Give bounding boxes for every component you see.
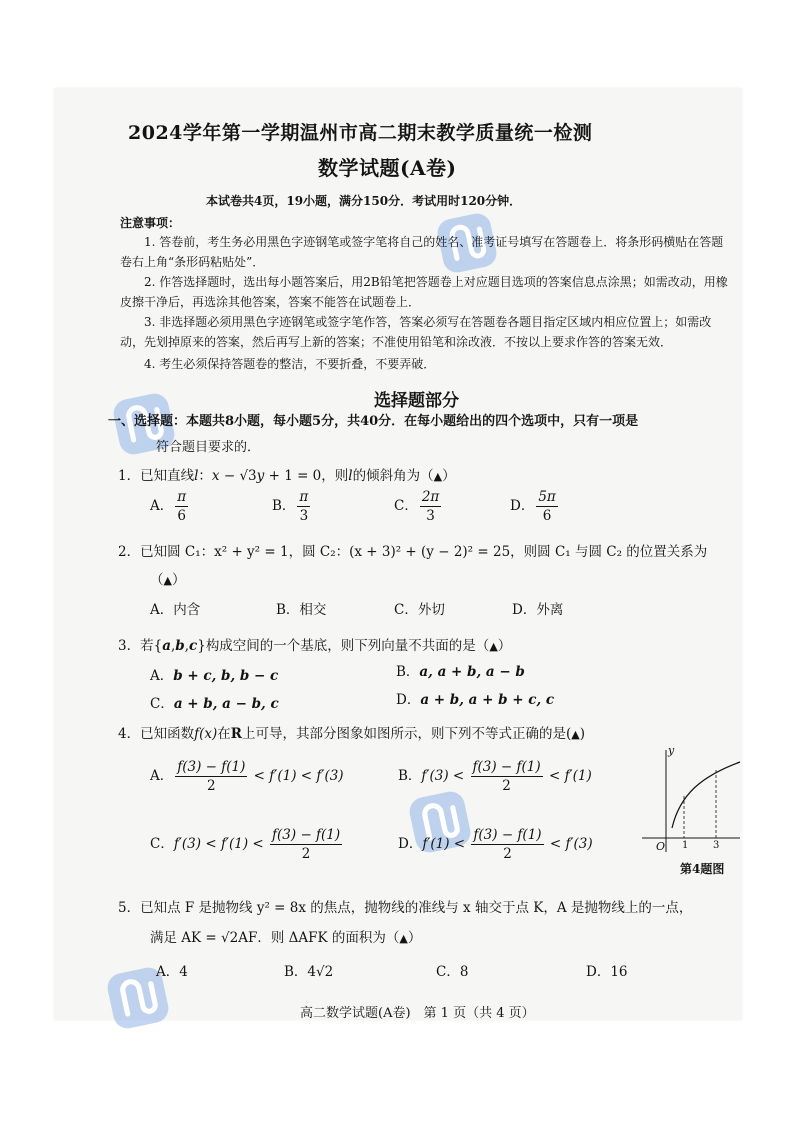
less-than: <: [448, 768, 469, 784]
option-label: D．: [398, 836, 423, 852]
question-number: 2．: [118, 544, 141, 560]
fraction-numerator: f(3) − f(1): [177, 759, 246, 775]
question-stem: 已知圆 C₁：x² + y² = 1，圆 C₂：(x + 3)² + (y − 2)² = 25，则圆 C₁ 与圆 C₂ 的位置关系为: [140, 544, 708, 560]
page-subtitle: 数学试题(A卷): [318, 156, 457, 180]
fraction-numerator: f(3) − f(1): [473, 827, 542, 843]
option-expression: a, a + b, a − b: [419, 664, 525, 680]
q4-option-d: [398, 826, 593, 863]
option-expression: a + b, a + b + c, c: [420, 692, 555, 708]
section-intro: 一、选择题：本题共8小题，每小题5分，共40分．在每小题给出的四个选项中，只有一项是: [108, 414, 639, 429]
derivative-3: f′(3): [173, 836, 202, 852]
fraction: [175, 758, 247, 795]
option-label: A．: [150, 768, 174, 784]
answer-triangle-icon: ▲: [163, 574, 172, 587]
option-label: C．: [150, 696, 174, 712]
question-3: [118, 634, 511, 654]
q4-graph-figure: [642, 744, 742, 854]
q1-option-c: [394, 488, 443, 525]
option-label: B．: [398, 768, 422, 784]
blank-open: （: [150, 572, 164, 588]
question-5-line2: [150, 926, 421, 946]
graph-origin-label: O: [656, 840, 666, 853]
q2-option-b: B．相交: [276, 602, 327, 618]
q1-eq-root: √3: [239, 468, 257, 484]
less-than: <: [449, 836, 470, 852]
less-than: <: [544, 768, 565, 784]
question-number: 3．: [118, 638, 141, 654]
figure-caption: 第4题图: [680, 862, 725, 876]
option-label: C．: [150, 836, 174, 852]
exam-info: 本试卷共4页，19小题，满分150分．考试用时120分钟．: [206, 194, 522, 208]
q2-option-a: A．内含: [150, 602, 201, 618]
answer-triangle-icon: ▲: [399, 932, 408, 945]
q3-stem-text: 构成空间的一个基底，则下列向量不共面的是（: [205, 638, 490, 654]
graph-tick-3: 3: [713, 840, 720, 851]
q3-comma: ,: [184, 638, 189, 654]
q1-stem-text: 的倾斜角为（: [352, 468, 434, 484]
fraction: [270, 826, 342, 863]
fraction-numerator: f(3) − f(1): [272, 827, 341, 843]
fraction: [297, 488, 310, 525]
blank-close: ）: [171, 572, 186, 588]
q3-brace-open: {: [153, 638, 163, 654]
q5-close: ）: [407, 930, 422, 946]
q1-eq-y: y: [256, 468, 265, 484]
question-stem: 已知点 F 是抛物线 y² = 8x 的焦点，抛物线的准线与 x 轴交于点 K，A 是抛物线上的一点，: [140, 900, 693, 916]
graph-tick-1: 1: [682, 840, 689, 851]
fraction-numerator: 2π: [421, 489, 440, 505]
question-stem: 满足 AK = √2AF．则 ΔAFK 的面积为（: [150, 930, 400, 946]
q3-brace-close: }: [197, 638, 206, 654]
q1-line-l: l: [348, 468, 353, 484]
q4-fx: f(x): [194, 726, 218, 742]
q5-option-d: D．16: [586, 964, 628, 980]
fraction-denominator: 2: [301, 846, 311, 862]
q3-vector-a: a: [162, 638, 171, 654]
q1-eq-x: x: [211, 468, 220, 484]
q1-stem-text: 已知直线: [140, 468, 195, 484]
option-label: B．: [396, 664, 420, 680]
q3-option-b: [396, 660, 525, 680]
fraction-numerator: π: [177, 489, 187, 505]
question-4: [118, 722, 585, 742]
q3-option-a: [150, 664, 278, 684]
derivative-1: f′(1): [269, 768, 297, 784]
notice-item: 1. 答卷前，考生务必用黑色字迹钢笔或签字笔将自己的姓名、准考证号填写在答题卷上．将条形码横贴在答题卷右上角“条形码粘贴处”．: [120, 235, 724, 269]
page-footer: 高二数学试题(A卷) 第 1 页（共 4 页）: [300, 1006, 535, 1021]
option-label: A．: [150, 668, 174, 684]
option-label: D．: [510, 498, 535, 514]
graph-y-label: y: [668, 744, 675, 757]
question-number: 5．: [118, 900, 141, 916]
q1-option-a: [150, 488, 190, 525]
q3-option-d: [396, 688, 554, 708]
derivative-3: f′(3): [565, 836, 593, 852]
fraction-denominator: 3: [426, 508, 435, 524]
derivative-1: f′(1): [422, 836, 450, 852]
derivative-1: f′(1): [220, 836, 249, 852]
fraction: [536, 488, 557, 525]
less-than: <: [545, 836, 566, 852]
section-intro: 符合题目要求的．: [156, 440, 261, 455]
answer-blank: [150, 568, 185, 588]
q3-vector-b: b: [175, 638, 185, 654]
answer-triangle-icon: ▲: [489, 640, 498, 653]
less-than: <: [249, 768, 270, 784]
fraction: [420, 488, 441, 525]
option-expression: a + b, a − b, c: [173, 696, 279, 712]
q5-option-a: A．4: [156, 964, 188, 980]
option-label: A．: [150, 498, 174, 514]
notice-item: 3. 非选择题必须用黑色字迹钢笔或签字笔作答，答案必须写在答题卷各题目指定区域内相应位置上；如需改动，先划掉原来的答案，然后再写上新的答案；不准使用铅笔和涂改液．不按以上要求作答的答案无效．: [120, 315, 712, 349]
function-curve: [672, 762, 740, 828]
derivative-3: f′(3): [421, 768, 449, 784]
less-than: <: [201, 836, 221, 852]
derivative-3: f′(3): [316, 768, 344, 784]
less-than: <: [296, 768, 317, 784]
notice-item: 4. 考生必须保持答题卷的整洁，不要折叠，不要弄破．: [144, 357, 436, 371]
q1-colon: ：: [198, 468, 212, 484]
q1-close: ）: [442, 468, 456, 484]
q1-eq-minus: −: [219, 468, 240, 484]
derivative-1: f′(1): [564, 768, 592, 784]
notice-heading: 注意事项：: [120, 216, 181, 230]
q4-real-set: R: [230, 726, 242, 742]
q4-option-a: [150, 758, 344, 795]
notice-item: 2. 作答选择题时，选出每小题答案后，用2B铅笔把答题卷上对应题目选项的答案信息点涂黑；如需改动，用橡皮擦干净后，再选涂其他答案，答案不能答在试题卷上．: [120, 275, 728, 309]
q3-option-c: [150, 692, 279, 712]
option-expression: b + c, b, b − c: [173, 668, 279, 684]
fraction-denominator: 3: [299, 508, 309, 524]
fraction-numerator: f(3) − f(1): [472, 759, 541, 775]
fraction: [471, 758, 543, 795]
fraction-denominator: 2: [207, 778, 216, 794]
q5-option-b: B．4√2: [284, 964, 334, 980]
q3-close: ）: [497, 638, 512, 654]
fraction-denominator: 6: [542, 508, 552, 524]
fraction-numerator: 5π: [538, 489, 556, 505]
question-1: [118, 464, 456, 484]
question-2: [118, 540, 707, 560]
fraction-denominator: 2: [503, 846, 512, 862]
q4-stem-text: 在: [217, 726, 231, 742]
option-label: C．: [394, 498, 418, 514]
q2-option-d: D．外离: [512, 602, 564, 618]
q1-line-l: l: [194, 468, 199, 484]
q1-option-b: [272, 488, 312, 525]
q1-eq-rest: + 1 = 0: [264, 468, 322, 484]
q1-option-d: [510, 488, 560, 525]
fraction-numerator: π: [299, 489, 309, 505]
q3-basis-set: [154, 638, 206, 654]
option-label: D．: [396, 692, 421, 708]
q3-comma: ,: [170, 638, 176, 654]
question-number: 4．: [118, 726, 141, 742]
fraction-denominator: 6: [177, 508, 186, 524]
answer-triangle-icon: ▲: [571, 728, 580, 741]
q4-close: ): [579, 726, 586, 742]
option-label: B．: [272, 498, 296, 514]
fraction-denominator: 2: [502, 778, 511, 794]
answer-triangle-icon: ▲: [433, 470, 443, 483]
q5-option-c: C．8: [436, 964, 469, 980]
fraction: [471, 826, 543, 863]
page-title: 2024学年第一学期温州市高二期末教学质量统一检测: [128, 122, 593, 144]
q4-stem-text: 已知函数: [140, 726, 195, 742]
q4-option-b: [398, 758, 592, 795]
question-5: [118, 896, 692, 916]
q4-option-c: [150, 826, 344, 863]
question-number: 1．: [118, 468, 141, 484]
less-than: <: [248, 836, 269, 852]
q2-option-c: C．外切: [394, 602, 445, 618]
fraction: [175, 488, 188, 525]
section-title: 选择题部分: [374, 391, 459, 411]
q1-stem-text: ，则: [321, 468, 349, 484]
q3-stem-text: 若: [140, 638, 154, 654]
q4-stem-text: 上可导，其部分图象如图所示，则下列不等式正确的是(: [241, 726, 572, 742]
q3-vector-c: c: [188, 638, 198, 654]
